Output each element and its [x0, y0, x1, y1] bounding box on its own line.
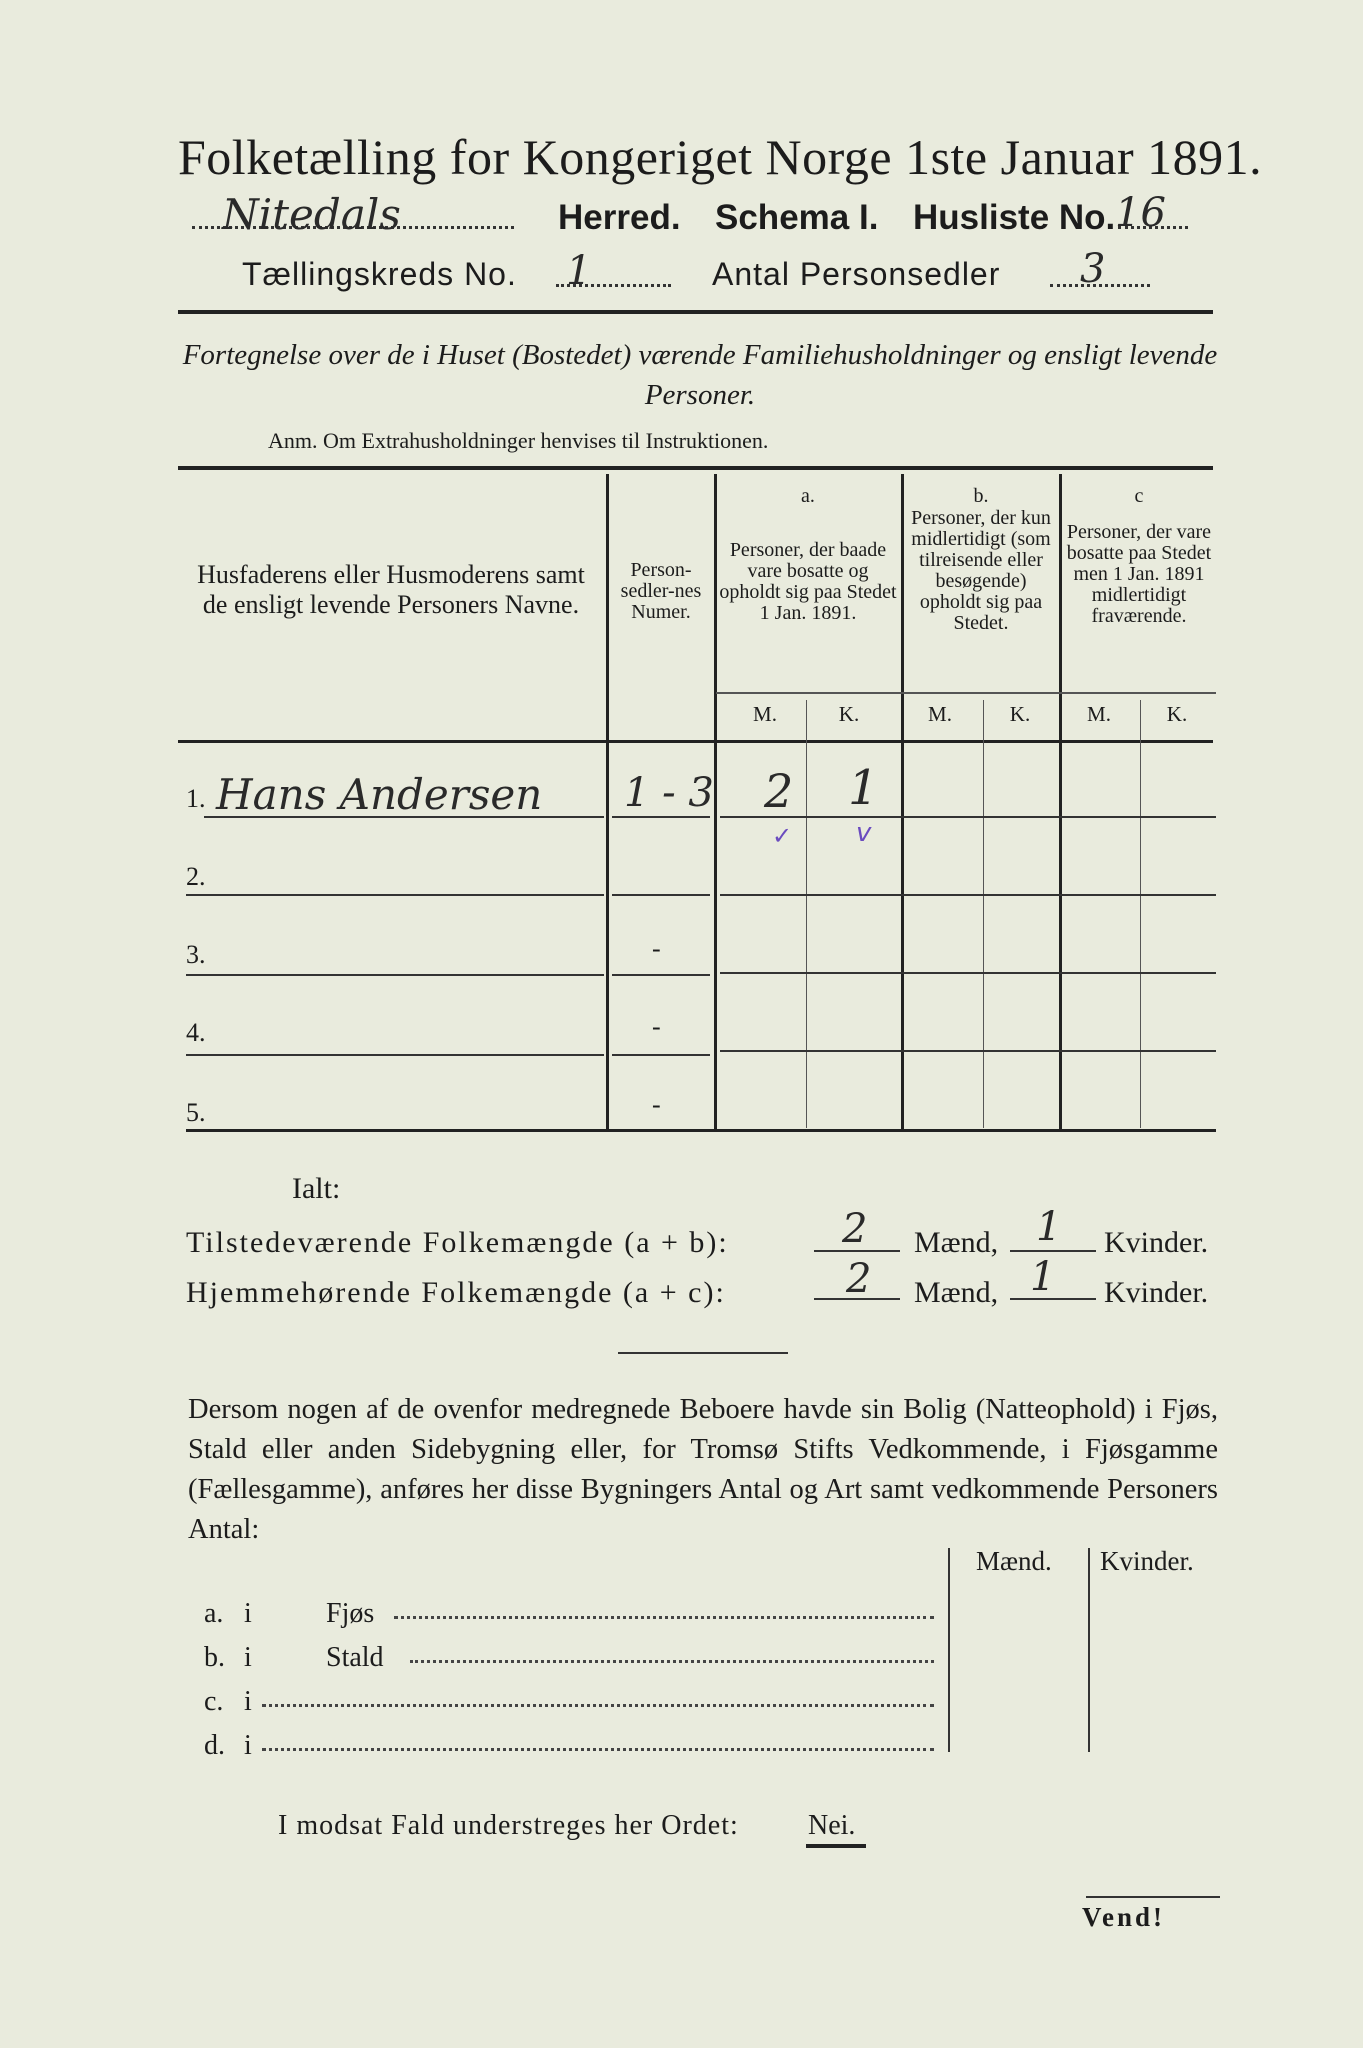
bld-a-letter: a. [204, 1598, 224, 1629]
row-3-number: 3. [186, 940, 206, 969]
husliste-no: 16 [1115, 190, 1166, 236]
row-1-nummer: 1 - 3 [624, 770, 714, 816]
col-divider-2 [714, 474, 717, 1129]
row-line-3-num [612, 974, 710, 976]
row-line-4 [186, 1054, 604, 1056]
c-m-label: M. [1087, 702, 1111, 726]
mk-divider [716, 692, 1216, 694]
bld-b-leader [410, 1660, 934, 1663]
anm-note: Anm. Om Extrahusholdninger henvises til Instruktionen. [268, 428, 769, 453]
row-line-3 [186, 974, 604, 976]
intro-text: Fortegnelse over de i Huset (Bostedet) værende Familiehusholdninger og ensligt levende Personer. [182, 339, 1218, 411]
bld-c-leader [262, 1704, 934, 1707]
tilstede-kvinder-label: Kvinder. [1104, 1226, 1209, 1259]
row-line-4-right [720, 1050, 1216, 1052]
row-2-number: 2. [186, 862, 206, 891]
row-1-number: 1. [186, 784, 206, 813]
vend-rule [1086, 1896, 1220, 1898]
hjemme-kvinder-label: Kvinder. [1104, 1276, 1209, 1309]
ialt-label: Ialt: [292, 1172, 341, 1205]
row-1-name: Hans Andersen [216, 770, 543, 819]
header-rule [178, 310, 1213, 314]
table-top-rule [178, 466, 1213, 470]
b-k-label: K. [1009, 702, 1031, 726]
bld-d-letter: d. [204, 1730, 225, 1761]
herred-label: Herred. [558, 198, 681, 237]
bld-b-letter: b. [204, 1642, 225, 1673]
form-title: Folketælling for Kongeriget Norge 1ste Januar 1891. [178, 129, 1263, 185]
bld-c-prep: i [244, 1686, 252, 1717]
c-mk-divider [1140, 700, 1141, 1128]
herred-name: Nitedals [222, 190, 401, 239]
bld-col-divider-1 [948, 1548, 950, 1752]
row-5-nummer: - [652, 1090, 661, 1119]
bld-d-leader [262, 1748, 934, 1751]
row-line-1-num [612, 816, 710, 818]
personsedler-label: Antal Personsedler [712, 256, 1001, 292]
tilstede-maend-label: Mænd, [914, 1226, 999, 1259]
row-1-a-m: 2 [764, 764, 794, 818]
bld-b-label: Stald [326, 1642, 384, 1673]
tilstede-maend: 2 [842, 1206, 868, 1252]
c-k-label: K. [1166, 702, 1188, 726]
b-m-label: M. [928, 702, 952, 726]
col-c-header: Personer, der vare bosatte paa Stedet men 1 Jan. 1891 midlertidigt fraværende. [1066, 521, 1212, 627]
taellingskreds-no: 1 [566, 248, 592, 294]
bld-a-prep: i [244, 1598, 252, 1629]
hjemme-maend-label: Mænd, [914, 1276, 999, 1309]
row-5-number: 5. [186, 1098, 206, 1127]
bld-a-label: Fjøs [326, 1598, 375, 1629]
bld-col-kvinder: Kvinder. [1100, 1546, 1194, 1576]
vend-text: Vend! [1082, 1902, 1166, 1932]
schema-label: Schema I. [715, 198, 879, 237]
row-1-a-k: 1 [848, 760, 879, 816]
row-line-2-num [612, 894, 710, 896]
col-divider-1 [606, 474, 609, 1129]
col-nummer-header: Person-sedler-nes Numer. [620, 559, 702, 623]
table-header-rule [178, 740, 1213, 743]
section-separator [618, 1352, 788, 1354]
personsedler-count: 3 [1080, 246, 1106, 292]
hjemme-label: Hjemmehørende Folkemængde (a + c): [186, 1276, 726, 1309]
bld-a-leader [394, 1616, 934, 1619]
buildings-paragraph: Dersom nogen af de ovenfor medregnede Beboere havde sin Bolig (Natteophold) i Fjøs, Stald eller anden Sidebygning eller, for Tromsø Stifts Vedkommende, i Fjøsgamme (Fællesgamme), anføres her disse Bygningers Antal og Art samt vedkommende Personers Antal: [188, 1394, 1218, 1545]
row-4-nummer: - [652, 1012, 661, 1041]
b-mk-divider [983, 700, 984, 1128]
nei-word: Nei. [808, 1810, 856, 1841]
row-line-2-right [720, 894, 1216, 896]
taellingskreds-label: Tællingskreds No. [242, 256, 517, 292]
row-4-number: 4. [186, 1018, 206, 1047]
a-m-label: M. [753, 702, 777, 726]
tilstede-label: Tilstedeværende Folkemængde (a + b): [186, 1226, 729, 1259]
row-3-nummer: - [652, 934, 661, 963]
modsat-text: I modsat Fald understreges her Ordet: [278, 1810, 739, 1841]
bld-col-maend: Mænd. [976, 1546, 1052, 1576]
col-c-letter: c [1134, 485, 1144, 507]
row-line-4-num [612, 1054, 710, 1056]
bld-d-prep: i [244, 1730, 252, 1761]
row-1-a-m-check: ✓ [772, 822, 793, 850]
a-mk-divider [806, 700, 807, 1128]
col-b-letter: b. [973, 485, 989, 507]
bld-col-divider-2 [1088, 1548, 1090, 1752]
a-k-label: K. [838, 702, 860, 726]
nei-underline [806, 1844, 866, 1848]
row-line-3-right [720, 972, 1216, 974]
hjemme-kvinder: 1 [1030, 1254, 1056, 1300]
table-bottom-rule [186, 1129, 1216, 1132]
col-b-header: Personer, der kun midlertidigt (som tilreisende eller besøgende) opholdt sig paa Stedet. [911, 507, 1051, 634]
col-a-letter: a. [801, 485, 815, 507]
bld-c-letter: c. [204, 1686, 224, 1717]
row-1-a-k-check: v [856, 818, 872, 848]
tilstede-kvinder: 1 [1036, 1204, 1062, 1250]
hjemme-maend: 2 [846, 1256, 872, 1302]
tilstede-kvinder-line [1010, 1250, 1096, 1252]
col-a-header: Personer, der baade vare bosatte og opholdt sig paa Stedet 1 Jan. 1891. [719, 539, 897, 624]
husliste-label: Husliste No. [913, 198, 1116, 237]
col-name-header: Husfaderens eller Husmoderens samt de ensligt levende Personers Navne. [197, 560, 585, 619]
bld-b-prep: i [244, 1642, 252, 1673]
row-line-1-right [720, 816, 1216, 818]
row-line-2 [186, 894, 604, 896]
